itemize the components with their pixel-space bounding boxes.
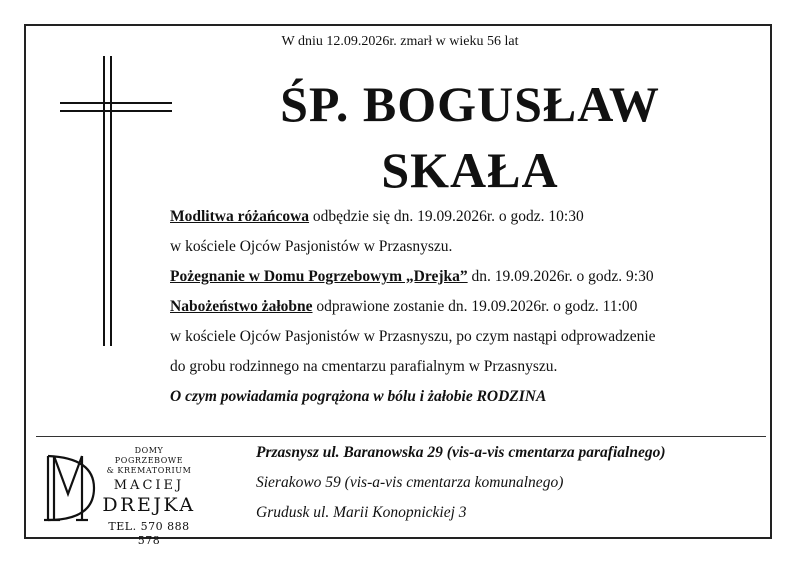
farewell-label: Pożegnanie w Domu Pogrzebowym „Drejka” xyxy=(170,268,468,285)
logo-line2: & KREMATORIUM xyxy=(106,466,192,475)
family-note: O czym powiadamia pogrążona w bólu i żałobie RODZINA xyxy=(170,388,547,405)
logo-line1: DOMY POGRZEBOWE xyxy=(114,446,184,465)
farewell-row xyxy=(170,268,654,286)
death-notice: W dniu 12.09.2026r. zmarł w wieku 56 lat xyxy=(281,34,519,49)
logo-line4: DREJKA xyxy=(102,494,196,516)
logo-text xyxy=(100,446,198,548)
mass-label: Nabożeństwo żałobne xyxy=(170,298,313,315)
logo-phone: TEL. 570 888 578 xyxy=(108,520,190,547)
address-sierakowo: Sierakowo 59 (vis-a-vis cmentarza komunalnego) xyxy=(256,474,564,491)
deceased-name-line1: ŚP. BOGUSŁAW xyxy=(280,76,660,132)
divider-line xyxy=(36,436,766,437)
md-monogram-icon xyxy=(40,448,96,528)
farewell-text: dn. 19.09.2026r. o godz. 9:30 xyxy=(467,268,654,285)
address-grudusk: Grudusk ul. Marii Konopnickiej 3 xyxy=(256,504,467,521)
mass-place-line1: w kościele Ojców Pasjonistów w Przasnyszu, po czym nastąpi odprowadzenie xyxy=(170,328,656,345)
rosary-row xyxy=(170,208,584,226)
logo-line3: MACIEJ xyxy=(113,478,185,493)
rosary-place: w kościele Ojców Pasjonistów w Przasnyszu. xyxy=(170,238,453,255)
address-przasnysz: Przasnysz ul. Baranowska 29 (vis-a-vis cmentarza parafialnego) xyxy=(256,444,666,461)
mass-place-line2: do grobu rodzinnego na cmentarzu parafialnym w Przasnyszu. xyxy=(170,358,558,375)
mass-row xyxy=(170,298,637,316)
rosary-text: odbędzie się dn. 19.09.2026r. o godz. 10:30 xyxy=(309,208,584,225)
rosary-label: Modlitwa różańcowa xyxy=(170,208,310,225)
mass-text: odprawione zostanie dn. 19.09.2026r. o godz. 11:00 xyxy=(312,298,638,315)
deceased-name-line2: SKAŁA xyxy=(381,142,559,198)
funeral-home-logo xyxy=(38,446,198,547)
